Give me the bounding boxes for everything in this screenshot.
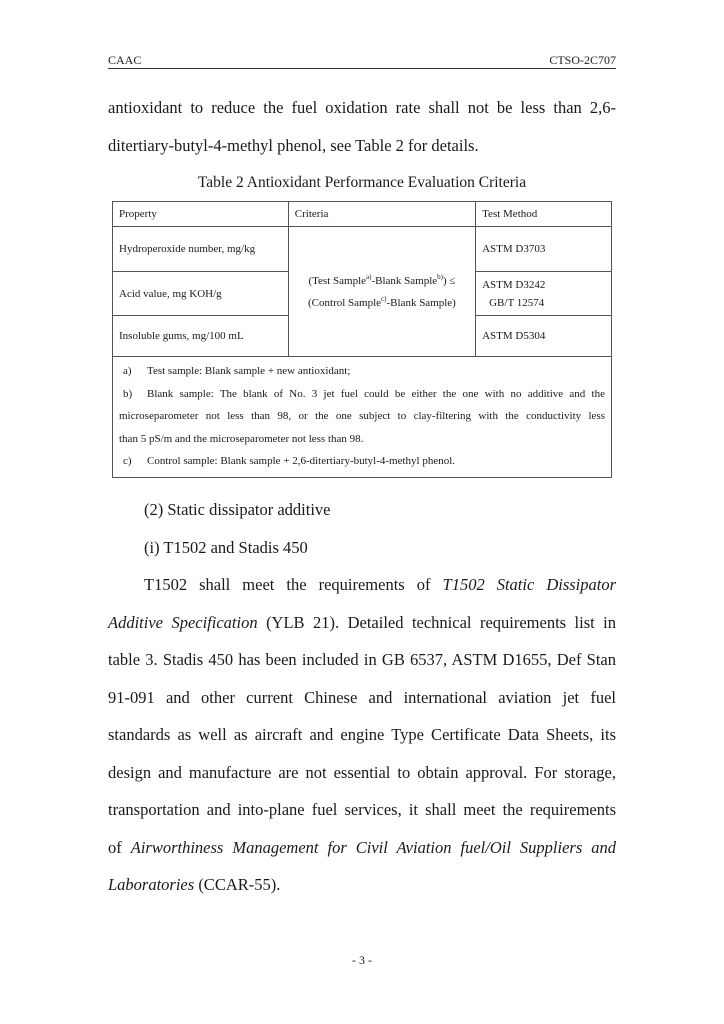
header-property: Property: [113, 202, 289, 227]
body-line-5: standards as well as aircraft and engine Type Certificate Data Sheets, its: [108, 725, 616, 744]
note-c: c) Control sample: Blank sample + 2,6-ditertiary-butyl-4-methyl phenol.: [123, 455, 456, 467]
row-method: ASTM D5304: [476, 316, 612, 357]
intro-line-2: ditertiary-butyl-4-methyl phenol, see Table 2 for details.: [108, 135, 479, 155]
row-method: ASTM D3242 GB/T 12574: [476, 272, 612, 316]
body-line-3: table 3. Stadis 450 has been included in GB 6537, ASTM D1655, Def Stan: [108, 650, 616, 669]
header-test-method: Test Method: [476, 202, 612, 227]
note-b-end: than 5 pS/m and the microseparometer not less than 98.: [119, 432, 364, 445]
note-b: b) Blank sample: The blank of No. 3 jet fuel could be either the one with no additive and the: [123, 387, 605, 400]
body-line-6: design and manufacture are not essential to obtain approval. For storage,: [108, 762, 616, 782]
criteria-cell: [288, 227, 475, 357]
criteria-line-1: (Test Sample$^{a)}$-Blank Sample$^{b)}$) ≤: [308, 272, 456, 287]
body-paragraph: [108, 566, 616, 904]
note-b-cont: microseparometer not less than 98, or the one subject to clay-filtering with the conductivity less: [119, 410, 605, 422]
section-heading: (2) Static dissipator additive: [144, 500, 331, 519]
row-method: ASTM D3703: [476, 227, 612, 272]
header-doc-id: CTSO-2C707: [549, 53, 616, 67]
note-a: a) Test sample: Blank sample + new antioxidant;: [123, 365, 351, 377]
body-line-9: Laboratories (CCAR-55).: [108, 875, 281, 894]
page-number: - 3 -: [352, 953, 372, 967]
page-header: [108, 52, 616, 69]
row-property: Hydroperoxide number, mg/kg: [113, 227, 289, 272]
header-criteria: Criteria: [288, 202, 475, 227]
criteria-table: [112, 201, 612, 478]
body-line-7: transportation and into-plane fuel services, it shall meet the requirements: [108, 800, 616, 819]
header-org: CAAC: [108, 53, 142, 67]
table-header-row: [113, 202, 612, 227]
row-property: Acid value, mg KOH/g: [113, 272, 289, 316]
body-line-4: 91-091 and other current Chinese and international aviation jet fuel: [108, 687, 616, 707]
table-notes-row: [113, 357, 612, 478]
body-line-8: of Airworthiness Management for Civil Aviation fuel/Oil Suppliers and: [108, 837, 617, 857]
section-subheading: (i) T1502 and Stadis 450: [144, 538, 308, 557]
criteria-line-2: (Control Sample$^{c)}$-Blank Sample): [308, 294, 456, 309]
table-caption: Table 2 Antioxidant Performance Evaluation Criteria: [197, 174, 527, 191]
table-row: [113, 227, 612, 272]
body-line-1: T1502 shall meet the requirements of T1502 Static Dissipator: [144, 575, 617, 594]
row-property: Insoluble gums, mg/100 mL: [113, 316, 289, 357]
body-line-2: Additive Specification (YLB 21). Detailed technical requirements list in: [108, 612, 617, 632]
table-notes: [113, 357, 612, 478]
intro-line-1: antioxidant to reduce the fuel oxidation rate shall not be less than 2,6-: [108, 98, 616, 117]
intro-paragraph: [108, 89, 616, 164]
